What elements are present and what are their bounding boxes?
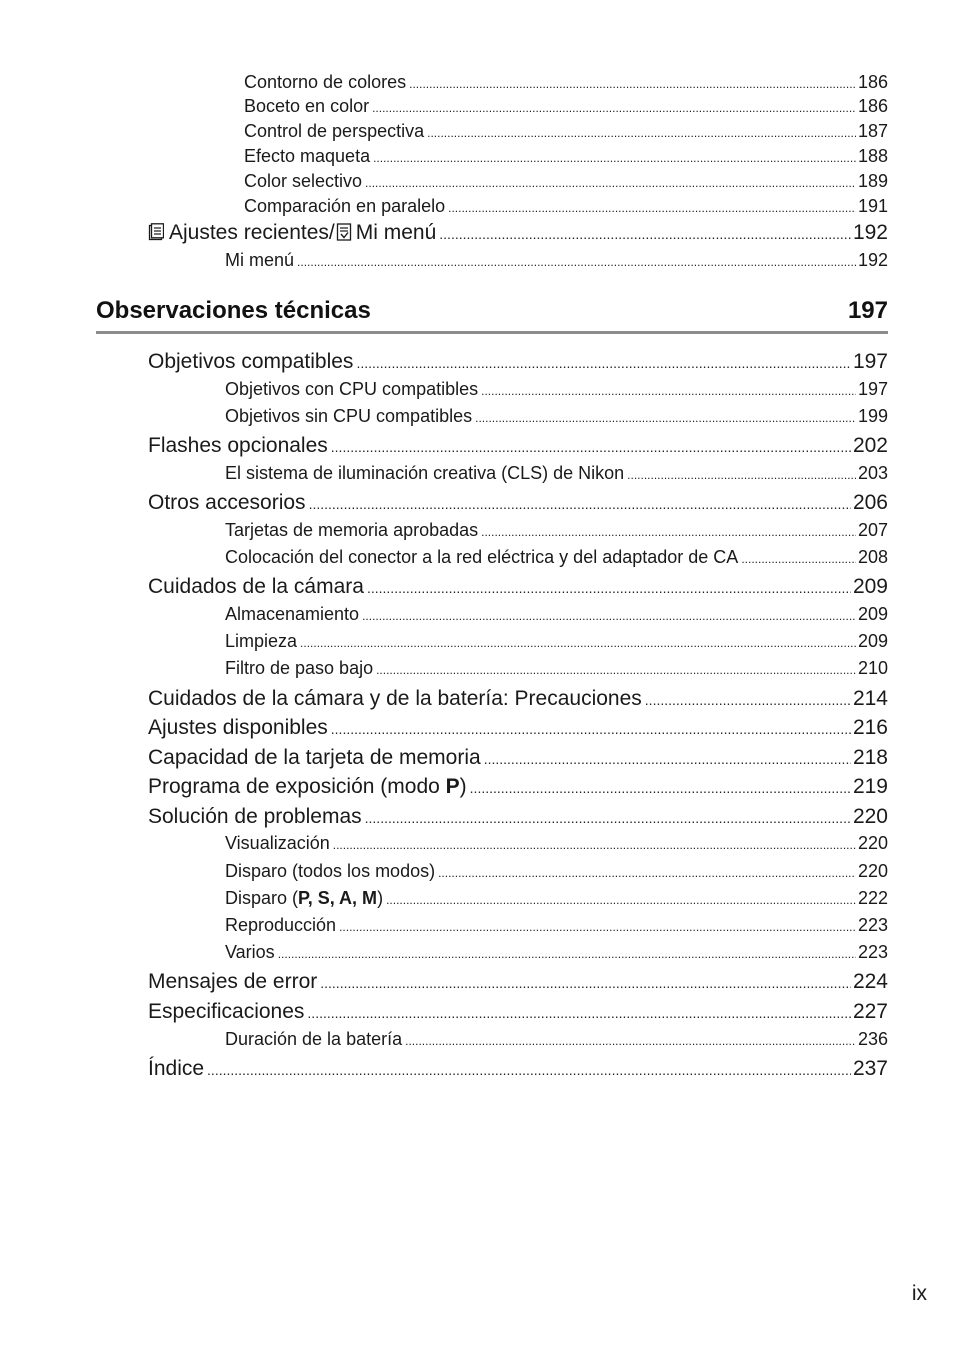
toc-entry-page: 216 <box>852 716 888 739</box>
leader-dots <box>365 176 856 190</box>
toc-entry-page: 187 <box>857 121 888 141</box>
leader-dots <box>309 496 851 512</box>
toc-entry-title: Índice <box>148 1057 205 1080</box>
toc-entry-title: Mi menú <box>225 250 295 270</box>
toc-entry[interactable] <box>148 1057 888 1081</box>
toc-entry[interactable] <box>148 970 888 994</box>
toc-entry-page: 227 <box>852 1000 888 1023</box>
toc-entry-page: 188 <box>857 146 888 166</box>
toc-entry-title: Mensajes de error <box>148 970 318 993</box>
toc-subentry[interactable] <box>225 1029 888 1050</box>
toc-subentry[interactable] <box>225 888 888 909</box>
toc-entry-title: Duración de la batería <box>225 1029 403 1049</box>
section-divider <box>96 331 888 334</box>
toc-entry-page: 192 <box>857 250 888 270</box>
toc-entry-page: 209 <box>857 604 888 624</box>
toc-entry[interactable] <box>148 687 888 711</box>
toc-subentry[interactable] <box>225 520 888 541</box>
toc-subentry[interactable] <box>225 915 888 936</box>
leader-dots <box>376 663 856 677</box>
leader-dots <box>645 692 851 708</box>
toc-entry-page: 191 <box>857 196 888 216</box>
toc-entry[interactable] <box>244 196 888 217</box>
leader-dots <box>300 636 856 650</box>
toc-entry-title: Contorno de colores <box>244 72 407 92</box>
leader-dots <box>365 810 851 826</box>
toc-entry-title: Varios <box>225 942 275 962</box>
leader-dots <box>333 838 856 852</box>
toc-entry-page: 220 <box>857 833 888 853</box>
toc-entry-page: 218 <box>852 746 888 769</box>
leader-dots <box>627 468 856 482</box>
toc-subentry[interactable] <box>225 833 888 854</box>
leader-dots <box>470 780 851 796</box>
toc-entry-title: Solución de problemas <box>148 805 362 828</box>
toc-entry-title <box>148 221 436 245</box>
toc-entry[interactable] <box>148 434 888 458</box>
toc-entry-recent-settings[interactable] <box>148 221 888 245</box>
toc-entry-page: 192 <box>852 221 888 244</box>
toc-entry-page: 199 <box>857 406 888 426</box>
leader-dots <box>448 201 856 215</box>
toc-entry-page: 189 <box>857 171 888 191</box>
toc-entry[interactable] <box>244 146 888 167</box>
toc-entry-title: Limpieza <box>225 631 298 651</box>
toc-entry[interactable] <box>148 491 888 515</box>
toc-entry-page: 208 <box>857 547 888 567</box>
leader-dots <box>331 721 851 737</box>
leader-dots <box>409 77 856 91</box>
toc-entry[interactable] <box>244 121 888 142</box>
toc-entry-title: Control de perspectiva <box>244 121 425 141</box>
mode-p-label: P <box>445 775 460 798</box>
toc-entry-page: 214 <box>852 687 888 710</box>
toc-entry[interactable] <box>225 250 888 271</box>
toc-entry-title-pre: Disparo ( <box>225 888 299 908</box>
leader-dots <box>481 384 856 398</box>
leader-dots <box>339 920 856 934</box>
page-number: ix <box>911 1282 927 1305</box>
leader-dots <box>278 947 856 961</box>
toc-entry-title: Filtro de paso bajo <box>225 658 374 678</box>
toc-entry-title: Visualización <box>225 833 330 853</box>
toc-entry-title-pre: Programa de exposición (modo <box>148 775 446 798</box>
toc-entry-title: Ajustes disponibles <box>148 716 328 739</box>
toc-entry-title: Comparación en paralelo <box>244 196 446 216</box>
toc-entry-page: 237 <box>852 1057 888 1080</box>
toc-entry-page: 209 <box>852 575 888 598</box>
toc-entry-page: 197 <box>857 379 888 399</box>
leader-dots <box>484 751 851 767</box>
toc-entry-title <box>225 888 383 909</box>
toc-entry-title: Efecto maqueta <box>244 146 371 166</box>
toc-entry-title: Cuidados de la cámara <box>148 575 364 598</box>
toc-entry-title: Objetivos sin CPU compatibles <box>225 406 473 426</box>
leader-dots <box>481 525 856 539</box>
toc-entry-page: 186 <box>857 96 888 116</box>
toc-entry-title: Almacenamiento <box>225 604 360 624</box>
toc-subentry[interactable] <box>225 463 888 484</box>
toc-subentry[interactable] <box>225 658 888 679</box>
leader-dots <box>439 226 851 242</box>
leader-dots <box>438 866 856 880</box>
toc-entry[interactable] <box>148 575 888 599</box>
toc-entry[interactable] <box>148 746 888 770</box>
toc-entry[interactable] <box>244 96 888 117</box>
recent-settings-label: Ajustes recientes/ <box>169 221 335 244</box>
toc-entry-page: 223 <box>857 915 888 935</box>
toc-subentry[interactable] <box>225 379 888 400</box>
leader-dots <box>207 1062 851 1078</box>
toc-entry-page: 209 <box>857 631 888 651</box>
toc-entry[interactable] <box>244 171 888 192</box>
toc-entry-title: Otros accesorios <box>148 491 306 514</box>
leader-dots <box>331 439 851 455</box>
toc-entry-page: 203 <box>857 463 888 483</box>
toc-subentry[interactable] <box>225 547 888 568</box>
toc-entry-title: Color selectivo <box>244 171 363 191</box>
leader-dots <box>320 975 851 991</box>
toc-subentry[interactable] <box>225 631 888 652</box>
toc-entry-page: 219 <box>852 775 888 798</box>
toc-entry[interactable] <box>148 716 888 740</box>
toc-entry[interactable] <box>148 350 888 374</box>
toc-subentry[interactable] <box>225 604 888 625</box>
leader-dots <box>427 126 856 140</box>
toc-subentry[interactable] <box>225 861 888 882</box>
toc-entry-page: 224 <box>852 970 888 993</box>
my-menu-icon <box>336 223 352 241</box>
toc-entry-title: Objetivos con CPU compatibles <box>225 379 479 399</box>
leader-dots <box>307 1005 851 1021</box>
leader-dots <box>372 101 856 115</box>
toc-entry-page: 202 <box>852 434 888 457</box>
toc-entry-page: 223 <box>857 942 888 962</box>
leader-dots <box>386 893 856 907</box>
toc-entry-title: Colocación del conector a la red eléctrica y del adaptador de CA <box>225 547 739 567</box>
leader-dots <box>297 255 856 269</box>
toc-entry[interactable] <box>148 805 888 829</box>
toc-entry-page: 210 <box>857 658 888 678</box>
recent-settings-icon <box>148 223 164 241</box>
toc-entry-title: Especificaciones <box>148 1000 305 1023</box>
toc-entry-title: Disparo (todos los modos) <box>225 861 436 881</box>
toc-entry-page: 186 <box>857 72 888 92</box>
leader-dots <box>405 1034 856 1048</box>
toc-entry-page: 207 <box>857 520 888 540</box>
toc-subentry[interactable] <box>225 406 888 427</box>
toc-entry-title: Tarjetas de memoria aprobadas <box>225 520 479 540</box>
toc-entry-title: Flashes opcionales <box>148 434 328 457</box>
toc-entry[interactable] <box>148 775 888 799</box>
leader-dots <box>741 552 856 566</box>
toc-entry[interactable] <box>244 72 888 93</box>
mode-psam-label: P, S, A, M <box>298 888 378 908</box>
toc-entry-title: Capacidad de la tarjeta de memoria <box>148 746 481 769</box>
my-menu-label: Mi menú <box>355 221 437 244</box>
toc-entry-title: El sistema de iluminación creativa (CLS) de Nikon <box>225 463 625 483</box>
toc-entry-page: 236 <box>857 1029 888 1049</box>
toc-entry-title: Objetivos compatibles <box>148 350 354 373</box>
leader-dots <box>367 580 851 596</box>
section-page: 197 <box>847 297 888 324</box>
toc-entry[interactable] <box>148 1000 888 1024</box>
toc-entry-page: 220 <box>852 805 888 828</box>
leader-dots <box>475 411 856 425</box>
section-heading[interactable] <box>96 291 888 331</box>
toc-entry-page: 220 <box>857 861 888 881</box>
toc-entry-title <box>148 775 467 799</box>
toc-entry-title-post: ) <box>459 775 467 798</box>
leader-dots <box>362 609 856 623</box>
toc-entry-page: 222 <box>857 888 888 908</box>
toc-entry-title: Boceto en color <box>244 96 370 116</box>
section-title: Observaciones técnicas <box>96 297 371 324</box>
toc-entry-title-post: ) <box>377 888 384 908</box>
toc-entry-page: 197 <box>852 350 888 373</box>
leader-dots <box>356 355 851 371</box>
leader-dots <box>373 151 856 165</box>
toc-entry-page: 206 <box>852 491 888 514</box>
toc-subentry[interactable] <box>225 942 888 963</box>
toc-entry-title: Cuidados de la cámara y de la batería: Precauciones <box>148 687 642 710</box>
toc-entry-title: Reproducción <box>225 915 337 935</box>
